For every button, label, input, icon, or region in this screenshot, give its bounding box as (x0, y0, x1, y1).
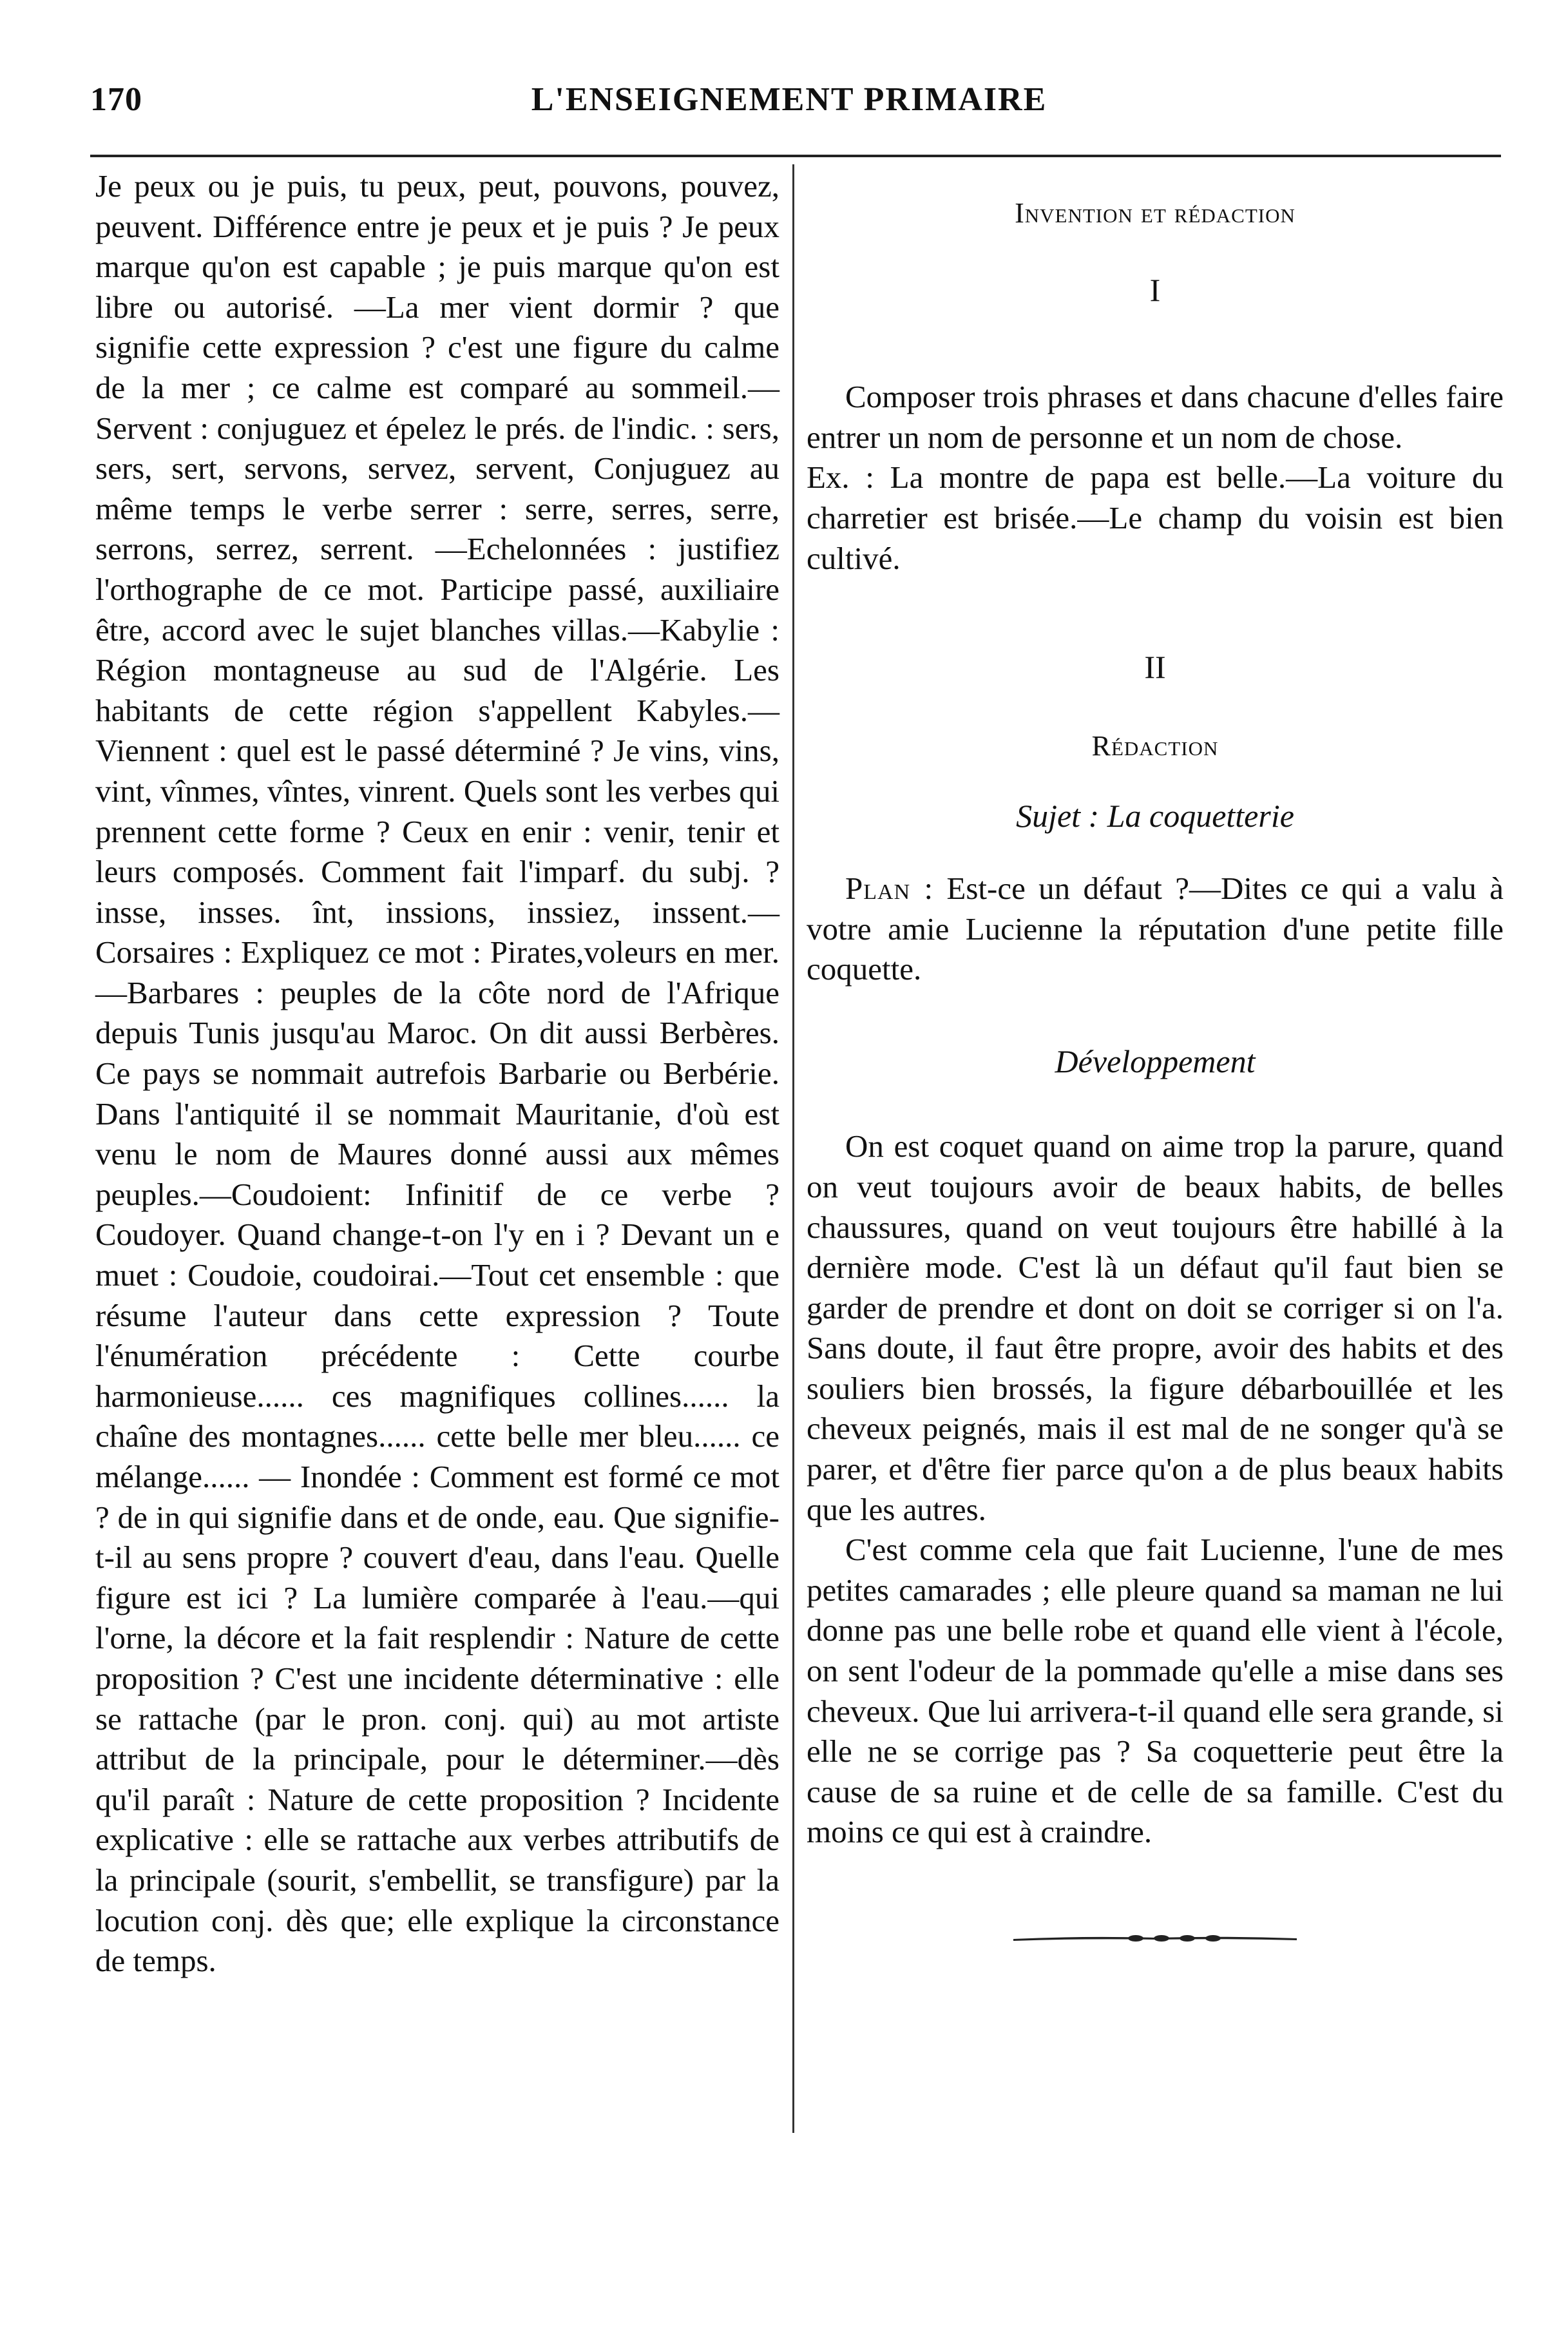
part-two-numeral: II (1144, 649, 1166, 686)
column-divider (792, 164, 794, 2133)
exercise-instruction: Composer trois phrases et dans chacune d'elles faire entrer un nom de personne et un nom de chose. (807, 379, 1504, 455)
redaction-heading: Rédaction (1091, 729, 1219, 762)
header-rule (90, 155, 1501, 157)
exercise-example: Ex. : La montre de papa est belle.—La voiture du charretier est brisée.—Le champ du voisin est bien cultivé. (807, 459, 1504, 576)
section-title: Invention et rédaction (1015, 197, 1296, 229)
plan-paragraph (807, 869, 1504, 990)
running-title: L'ENSEIGNEMENT PRIMAIRE (531, 81, 1047, 118)
part-one-numeral: I (1149, 271, 1161, 308)
page-number: 170 (90, 81, 142, 118)
development-heading: Développement (1055, 1043, 1256, 1079)
plan-label: Plan : (845, 870, 934, 906)
development-paragraph-2: C'est comme cela que fait Lucienne, l'une de mes petites camarades ; elle pleure quand sa maman ne lui donne pas une belle robe et quand elle vient à l'école, on sent l'odeur de la pommade qu'elle a mise dans ses cheveux. Que lui arrivera-t-il quand elle sera grande, si elle ne se corrige pas ? Sa coquetterie peut être la cause de sa ruine et de celle de sa famille. C'est du moins ce qui est à craindre. (807, 1532, 1504, 1850)
ornamental-tailpiece (1007, 1930, 1303, 1945)
page-header (90, 81, 1488, 132)
grammar-notes-paragraph: Je peux ou je puis, tu peux, peut, pouvons, pouvez, peuvent. Différence entre je peux et je puis ? Je peux marque qu'on est capable ; je puis marque qu'on est libre ou autorisé. —La mer vient dormir ? que signifie cette expression ? c'est une figure du calme de la mer ; ce calme est comparé au sommeil.— Servent : conjuguez et épelez le prés. de l'indic. : sers, sers, sert, servons, servez, servent, Conjuguez au même temps le verbe serrer : serre, serres, serre, serrons, serrez, serrent. —Echelonnées : justifiez l'orthographe de ce mot. Participe passé, auxiliaire être, accord avec le sujet blanches villas.—Kabylie : Région montagneuse au sud de l'Algérie. Les habitants de cette région s'appellent Kabyles.— Viennent : quel est le passé déterminé ? Je vins, vins, vint, vînmes, vîntes, vinrent. Quels sont les verbes qui prennent cette forme ? Ceux en enir : venir, tenir et leurs composés. Comment fait l'imparf. du subj. ? insse, insses. înt, inssions, inssiez, inssent.—Corsaires : Expliquez ce mot : Pirates,voleurs en mer.—Barbares : peuples de la côte nord de l'Afrique depuis Tunis jusqu'au Maroc. On dit aussi Berbères. Ce pays se nommait autrefois Barbarie ou Berbérie. Dans l'antiquité il se nommait Mauritanie, d'où est venu le nom de Maures donné aussi aux mêmes peuples.—Coudoient: Infinitif de ce verbe ? Coudoyer. Quand change-t-on l'y en i ? Devant un e muet : Coudoie, coudoirai.—Tout cet ensemble : que résume l'auteur dans cette expression ? Toute l'énumération précédente : Cette courbe harmonieuse...... ces magnifiques collines...... la chaîne des montagnes...... cette belle mer bleu...... ce mélange...... — Inondée : Comment est formé ce mot ? de in qui signifie dans et de onde, eau. Que signifie-t-il au sens propre ? couvert d'eau, dans l'eau. Quelle figure est ici ? La lumière comparée à l'eau.—qui l'orne, la décore et la fait resplendir : Nature de cette proposition ? C'est une incidente déterminative : elle se rattache (par le pron. conj. qui) au mot artiste attribut de la principale, pour le déterminer.—dès qu'il paraît : Nature de cette proposition ? Incidente explicative : elle se rattache aux verbes attributifs de la principale (sourit, s'embellit, se transfigure) par la locution conj. dès que; elle explique la circonstance de temps. (95, 168, 779, 1979)
essay-subject: Sujet : La coquetterie (1016, 798, 1294, 834)
right-column (807, 193, 1504, 1945)
left-column (95, 166, 779, 1981)
plan-text: Est-ce un défaut ?—Dites ce qui a valu à votre amie Lucienne la réputation d'une petite fille coquette. (807, 870, 1504, 987)
development-paragraph-1: On est coquet quand on aime trop la parure, quand on veut toujours avoir de beaux habits, de belles chaussures, quand on veut toujours être habillé à la dernière mode. C'est là un défaut qu'il faut bien se garder de prendre et dont on doit se corriger si on l'a. Sans doute, il faut être propre, avoir des habits et des souliers bien brossés, la figure débarbouillée et les cheveux peignés, mais il est mal de ne songer qu'à se parer, et d'être fier parce qu'on a de plus beaux habits que les autres. (807, 1128, 1504, 1527)
